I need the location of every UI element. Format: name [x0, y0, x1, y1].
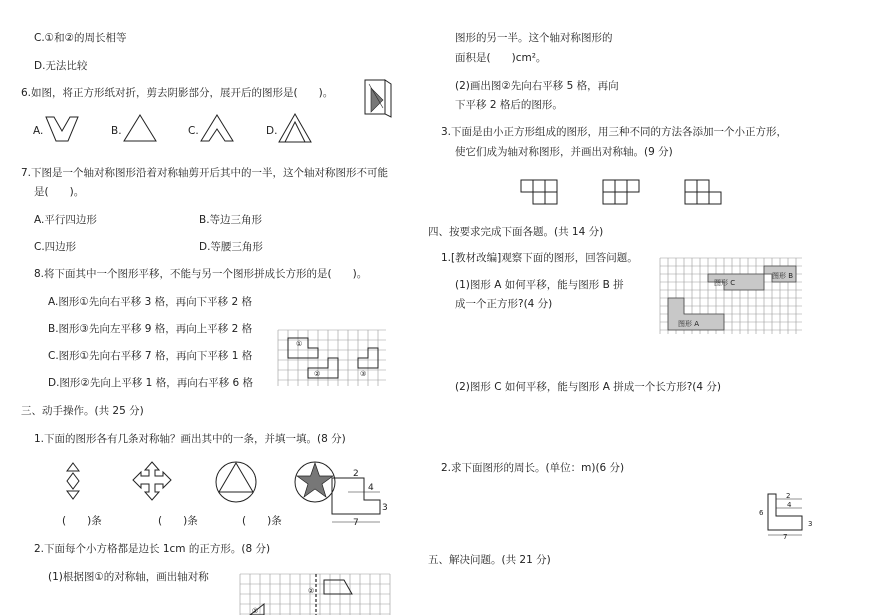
q6-option-c-shape [199, 113, 235, 143]
s4-label-a: 图形 A [678, 320, 700, 328]
q8-label-3: ③ [360, 370, 367, 378]
s3q2-grid-figure [240, 574, 390, 615]
s3q2-label-2: ② [308, 587, 315, 595]
s3q1-dim-3: 3 [382, 503, 388, 513]
s4-grid-figure [660, 258, 802, 334]
s3q1-arrow-cross-shape [132, 461, 172, 501]
r-line-4: 下平移 2 格后的图形。 [455, 99, 563, 111]
s4q2-dim-2: 2 [786, 492, 791, 500]
q8-option-c: C.图形①先向右平移 7 格，再向下平移 1 格 [48, 350, 253, 362]
q7-option-b: B.等边三角形 [199, 214, 263, 226]
s3q1-dim-7: 7 [353, 518, 359, 528]
q8-option-a: A.图形①先向右平移 3 格，再向下平移 2 格 [48, 296, 252, 308]
q8-option-d: D.图形②先向上平移 1 格，再向右平移 6 格 [48, 377, 254, 389]
s4-q2-stem: 2.求下面图形的周长。(单位：m)(6 分) [441, 462, 625, 474]
s4q2-perimeter-figure [756, 490, 824, 540]
q8-stem: 8.将下面其中一个图形平移，不能与另一个图形拼成长方形的是( )。 [34, 268, 368, 280]
s4q2-dim-4: 4 [787, 501, 792, 509]
q5-option-d: D.无法比较 [34, 60, 88, 72]
q7-option-a: A.平行四边形 [34, 214, 97, 226]
s4-label-b: 图形 B [772, 272, 794, 280]
r-q3-shape-3 [684, 179, 724, 205]
s4q2-dim-7: 7 [783, 533, 788, 541]
s3q1-dim-4: 4 [368, 483, 374, 493]
q8-label-1: ① [296, 340, 303, 348]
s4-q1-stem: 1.[教材改编]观察下面的图形，回答问题。 [441, 252, 638, 264]
r-q3-stem-2: 使它们成为轴对称图形，并画出对称轴。(9 分) [455, 146, 673, 158]
s3-q2-part1: (1)根据图①的对称轴，画出轴对称 [48, 571, 209, 583]
s3q1-blank-1[interactable]: ( )条 [62, 515, 102, 527]
section-5-title: 五、解决问题。(共 21 分) [428, 554, 551, 566]
q7-option-c: C.四边形 [34, 241, 77, 253]
q8-label-2: ② [314, 370, 321, 378]
s3q1-dimension-shape [326, 470, 388, 530]
s3q1-diamond-stack-shape [62, 462, 84, 500]
q6-option-a-label: A. [33, 125, 44, 137]
s3q1-blank-3[interactable]: ( )条 [242, 515, 282, 527]
s4q2-dim-6: 6 [759, 509, 764, 517]
s3q1-blank-2[interactable]: ( )条 [158, 515, 198, 527]
section-3-title: 三、动手操作。(共 25 分) [21, 405, 144, 417]
s3-q2-stem: 2.下面每个小方格都是边长 1cm 的正方形。(8 分) [34, 543, 271, 555]
q6-stem: 6.如图，将正方形纸对折，剪去阴影部分，展开后的图形是( )。 [21, 87, 334, 99]
q7-option-d: D.等腰三角形 [199, 241, 263, 253]
q8-option-b: B.图形③先向左平移 9 格，再向上平移 2 格 [48, 323, 253, 335]
s3-q1-stem: 1.下面的图形各有几条对称轴？画出其中的一条，并填一填。(8 分) [34, 433, 346, 445]
q6-option-d-label: D. [266, 125, 278, 137]
q5-option-c: C.①和②的周长相等 [34, 32, 127, 44]
q6-option-b-label: B. [111, 125, 122, 137]
r-q3-stem-1: 3.下面是由小正方形组成的图形，用三种不同的方法各添加一个小正方形， [441, 126, 788, 138]
s4q2-dim-3: 3 [808, 520, 813, 528]
q6-option-c-label: C. [188, 125, 199, 137]
s4-q1-part2: (2)图形 C 如何平移，能与图形 A 拼成一个长方形?(4 分) [455, 381, 722, 393]
s3q1-dim-2: 2 [353, 469, 359, 479]
q6-option-a-shape [44, 115, 80, 143]
s4-q1-part1-line1: (1)图形 A 如何平移，能与图形 B 拼 [455, 279, 624, 291]
s3q1-circle-triangle-shape [214, 460, 258, 504]
q8-grid-figure [278, 330, 386, 386]
q7-stem-line1: 7.下图是一个轴对称图形沿着对称轴剪开后其中的一半，这个轴对称图形不可能 [21, 167, 389, 179]
q6-option-b-shape [122, 113, 158, 143]
r-line-1: 图形的另一半。这个轴对称图形的 [455, 32, 613, 44]
q6-folded-paper-figure [363, 78, 393, 118]
r-line-3: (2)画出图②先向右平移 5 格，再向 [455, 80, 619, 92]
r-q3-shape-1 [520, 179, 560, 205]
q6-option-d-shape [277, 112, 313, 144]
q7-stem-line2: 是( )。 [34, 186, 85, 198]
r-q3-shape-2 [602, 179, 642, 205]
s3q2-label-1: ① [252, 607, 259, 615]
r-line-2: 面积是( )cm²。 [455, 52, 547, 64]
s4-label-c: 图形 C [714, 279, 736, 287]
section-4-title: 四、按要求完成下面各题。(共 14 分) [428, 226, 604, 238]
s4-q1-part1-line2: 成一个正方形?(4 分) [455, 298, 553, 310]
